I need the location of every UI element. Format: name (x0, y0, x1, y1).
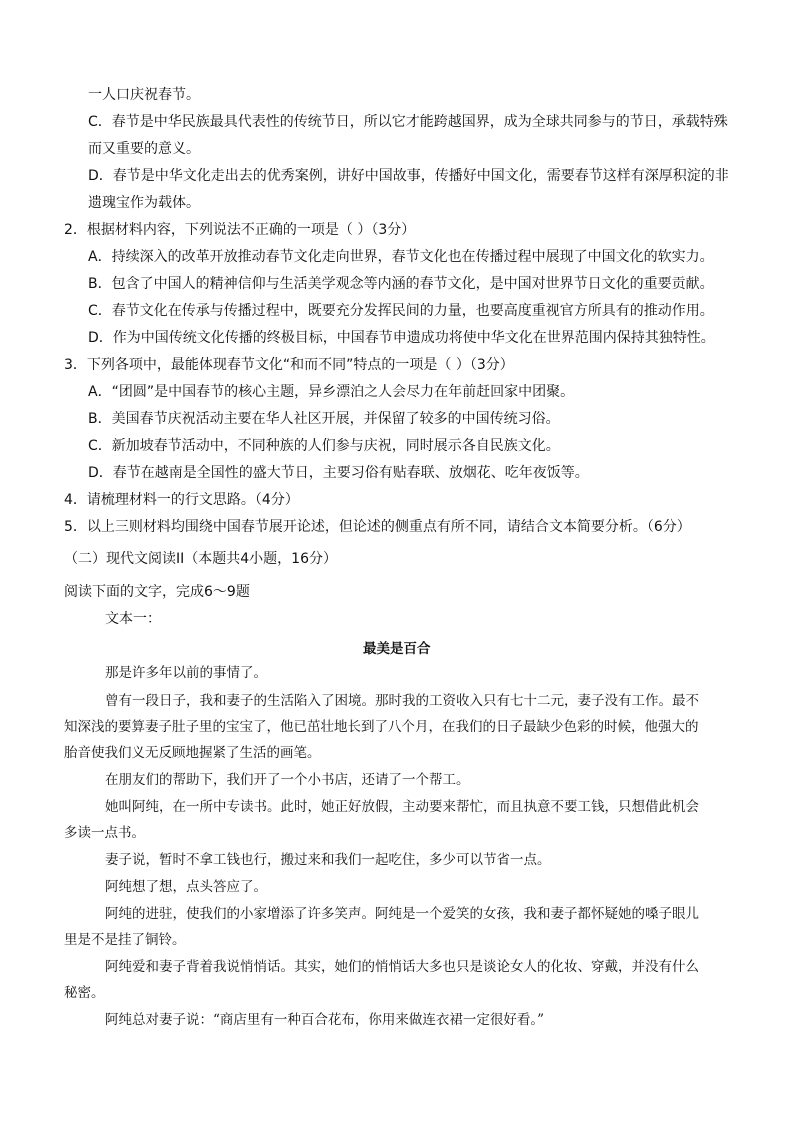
question-5: 5．以上三则材料均围绕中国春节展开论述，但论述的侧重点有所不同，请结合文本简要分析。（6分） (64, 519, 691, 535)
option-d: D．春节是中华文化走出去的优秀案例，讲好中国故事，传播好中国文化，需要春节这样有深厚积淀的非 (88, 168, 729, 184)
story-title: 最美是百合 (363, 641, 431, 657)
story-paragraph: 她叫阿纯，在一所中专读书。此时，她正好放假，主动要来帮忙，而且执意不要工钱，只想借此机会 (105, 799, 699, 815)
text-line: 而又重要的意义。 (88, 141, 200, 157)
story-paragraph: 妻子说，暂时不拿工钱也行，搬过来和我们一起吃住，多少可以节省一点。 (105, 852, 551, 868)
option-c: C．春节文化在传承与传播过程中，既要充分发挥民间的力量，也要高度重视官方所具有的推动作用。 (88, 303, 714, 319)
option-a: A．持续深入的改革开放推动春节文化走向世界，春节文化也在传播过程中展现了中国文化的软实力。 (88, 249, 714, 265)
option-b: B．美国春节庆祝活动主要在华人社区开展，并保留了较多的中国传统习俗。 (88, 411, 560, 427)
story-line: 多读一点书。 (64, 825, 145, 841)
option-c: C．春节是中华民族最具代表性的传统节日，所以它才能跨越国界，成为全球共同参与的节日，承载特殊 (88, 114, 728, 130)
story-paragraph: 阿纯想了想，点头答应了。 (105, 879, 267, 895)
story-paragraph: 阿纯总对妻子说：“商店里有一种百合花布，你用来做连衣裙一定很好看。” (105, 1012, 545, 1028)
story-line: 里是不是挂了铜铃。 (64, 932, 186, 948)
story-paragraph: 阿纯的进驻，使我们的小家增添了许多笑声。阿纯是一个爱笑的女孩，我和妻子都怀疑她的嗓子眼儿 (105, 906, 699, 922)
option-b: B．包含了中国人的精神信仰与生活美学观念等内涵的春节文化，是中国对世界节日文化的重要贡献。 (88, 276, 714, 292)
instruction-text: 阅读下面的文字，完成6～9题 (64, 584, 250, 600)
story-line: 知深浅的要算妻子肚子里的宝宝了，他已茁壮地长到了八个月，在我们的日子最缺少色彩的时候，他强大的 (64, 719, 699, 735)
story-paragraph: 曾有一段日子，我和妻子的生活陷入了困境。那时我的工资收入只有七十二元，妻子没有工作。最不 (105, 693, 699, 709)
option-a: A．“团圆”是中国春节的核心主题，异乡漂泊之人会尽力在年前赶回家中团聚。 (88, 384, 575, 400)
story-paragraph: 在朋友们的帮助下，我们开了一个小书店，还请了一个帮工。 (105, 772, 470, 788)
text-line: 一人口庆祝春节。 (88, 87, 200, 103)
story-paragraph: 阿纯爱和妻子背着我说悄悄话。其实，她们的悄悄话大多也只是谈论女人的化妆、穿戴，并没有什么 (105, 959, 699, 975)
question-2: 2．根据材料内容，下列说法不正确的一项是（ ）（3分） (64, 222, 416, 238)
question-4: 4．请梳理材料一的行文思路。（4分） (64, 492, 299, 508)
option-c: C．新加坡春节活动中，不同种族的人们参与庆祝，同时展示各自民族文化。 (88, 438, 560, 454)
option-d: D．春节在越南是全国性的盛大节日，主要习俗有贴春联、放烟花、吃年夜饭等。 (88, 465, 589, 481)
story-line: 秘密。 (64, 985, 105, 1001)
text-label: 文本一： (105, 611, 161, 627)
option-d: D．作为中国传统文化传播的终极目标，中国春节申遗成功将使中华文化在世界范围内保持其独特性。 (88, 330, 715, 346)
story-paragraph: 那是许多年以前的事情了。 (105, 665, 267, 681)
section-heading: （二）现代文阅读II（本题共4小题，16分） (64, 551, 337, 567)
question-3: 3．下列各项中，最能体现春节文化“和而不同”特点的一项是（ ）（3分） (64, 357, 514, 373)
story-line: 胎音使我们义无反顾地握紧了生活的画笔。 (64, 745, 321, 761)
text-line: 遗瑰宝作为载体。 (88, 195, 200, 211)
